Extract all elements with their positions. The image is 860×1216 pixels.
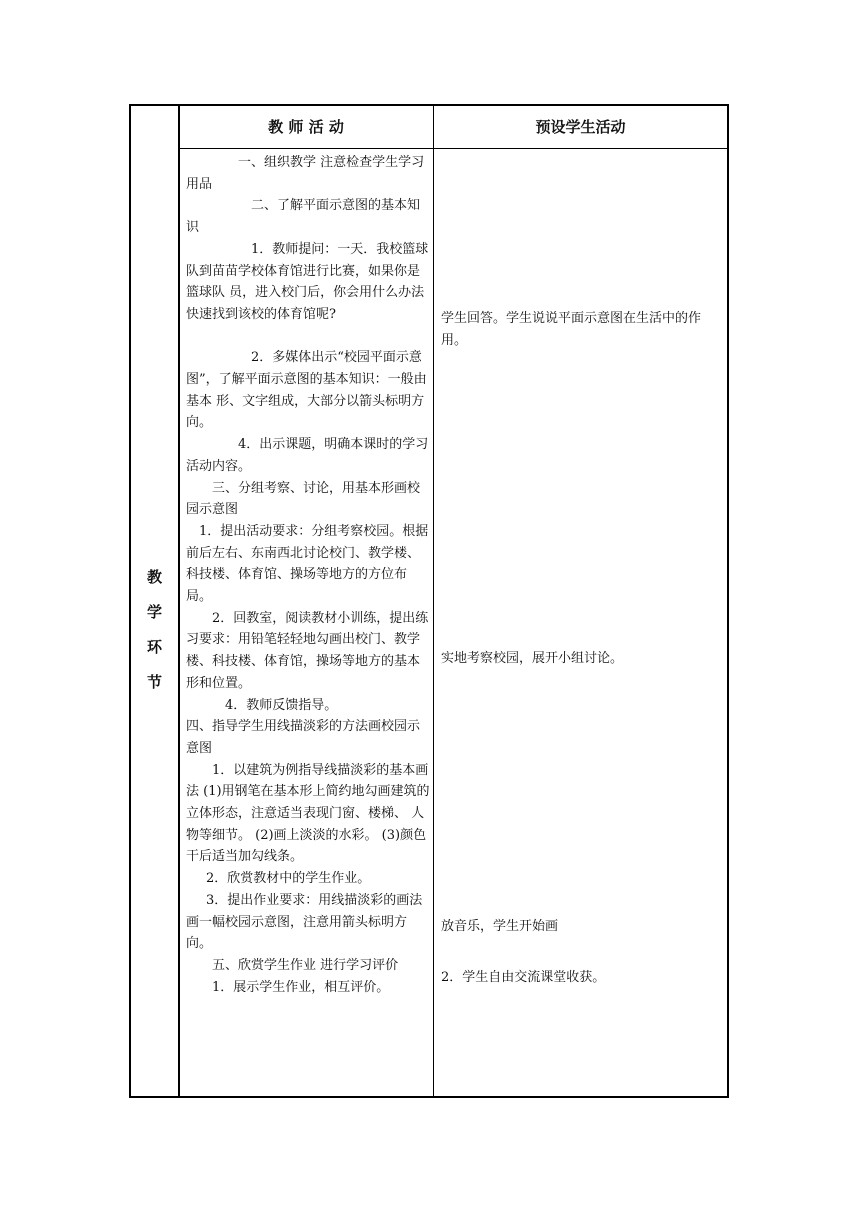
section-label-char: 节 — [146, 673, 162, 691]
student-item: 实地考察校园，展开小组讨论。 — [441, 651, 624, 666]
paragraph: 四、指导学生用线描淡彩的方法画校园示意图 — [186, 719, 421, 756]
student-item: 学生回答。学生说说平面示意图在生活中的作用。 — [441, 311, 702, 348]
table-top-border — [129, 104, 729, 106]
paragraph: 1．提出活动要求：分组考察校园。根据前后左右、东南西北讨论校门、教学楼、 科技楼、体育馆、操场等地方的方位布局。 — [186, 523, 429, 605]
paragraph: 2．回教室，阅读教材小训练，提出练习要求：用铅笔轻轻地勾画出校门、教学 楼、科技楼、体育馆，操场等地方的基本形和位置。 — [186, 610, 429, 691]
paragraph: 1．教师提问：一天．我校篮球队到苗苗学校体育馆进行比赛，如果你是篮球队 员，进入校门后，你会用什么办法快速找到该校的体育馆呢? — [186, 241, 429, 322]
student-item: 2．学生自由交流课堂收获。 — [441, 970, 606, 985]
paragraph: 2．多媒体出示“校园平面示意图”，了解平面示意图的基本知识：一般由基本 形、文字组成，大部分以箭头标明方向。 — [186, 350, 427, 431]
paragraph: 1．展示学生作业，相互评价。 — [212, 979, 390, 995]
paragraph: 1．以建筑为例指导线描淡彩的基本画法 (1)用钢笔在基本形上简约地勾画建筑的立体形态，注意适当表现门窗、楼梯、 人物等细节。 (2)画上淡淡的水彩。 (3)颜色干后适当加勾线条。 — [186, 762, 430, 865]
teacher-activity-header: 教 师 活 动 — [268, 118, 344, 136]
paragraph: 4．教师反馈指导。 — [225, 697, 338, 713]
section-label-char: 环 — [146, 638, 162, 656]
section-label-char: 教 — [146, 568, 162, 586]
paragraph: 3．提出作业要求：用线描淡彩的画法画一幅校园示意图，注意用箭头标明方向。 — [186, 892, 423, 952]
paragraph: 一、组织教学 注意检查学生学习用品 — [186, 155, 425, 192]
paragraph: 2．欣赏教材中的学生作业。 — [206, 871, 371, 887]
paragraph: 4．出示课题，明确本课时的学习活动内容。 — [186, 437, 429, 474]
header-bottom-border — [179, 148, 729, 149]
paragraph: 二、了解平面示意图的基本知识 — [186, 198, 421, 236]
spacer — [186, 326, 430, 348]
section-label — [130, 560, 179, 700]
paragraph: 五、欣赏学生作业 进行学习评价 — [212, 958, 399, 973]
paragraph: 三、分组考察、讨论，用基本形画校园示意图 — [186, 480, 421, 518]
student-item: 放音乐，学生开始画 — [441, 919, 559, 934]
student-activity-header: 预设学生活动 — [535, 118, 626, 136]
section-label-char: 学 — [146, 603, 162, 621]
table-right-border — [727, 104, 729, 1098]
middle-column-border — [433, 104, 434, 1098]
teacher-activity-cell — [186, 152, 430, 998]
table-bottom-border — [129, 1096, 729, 1098]
